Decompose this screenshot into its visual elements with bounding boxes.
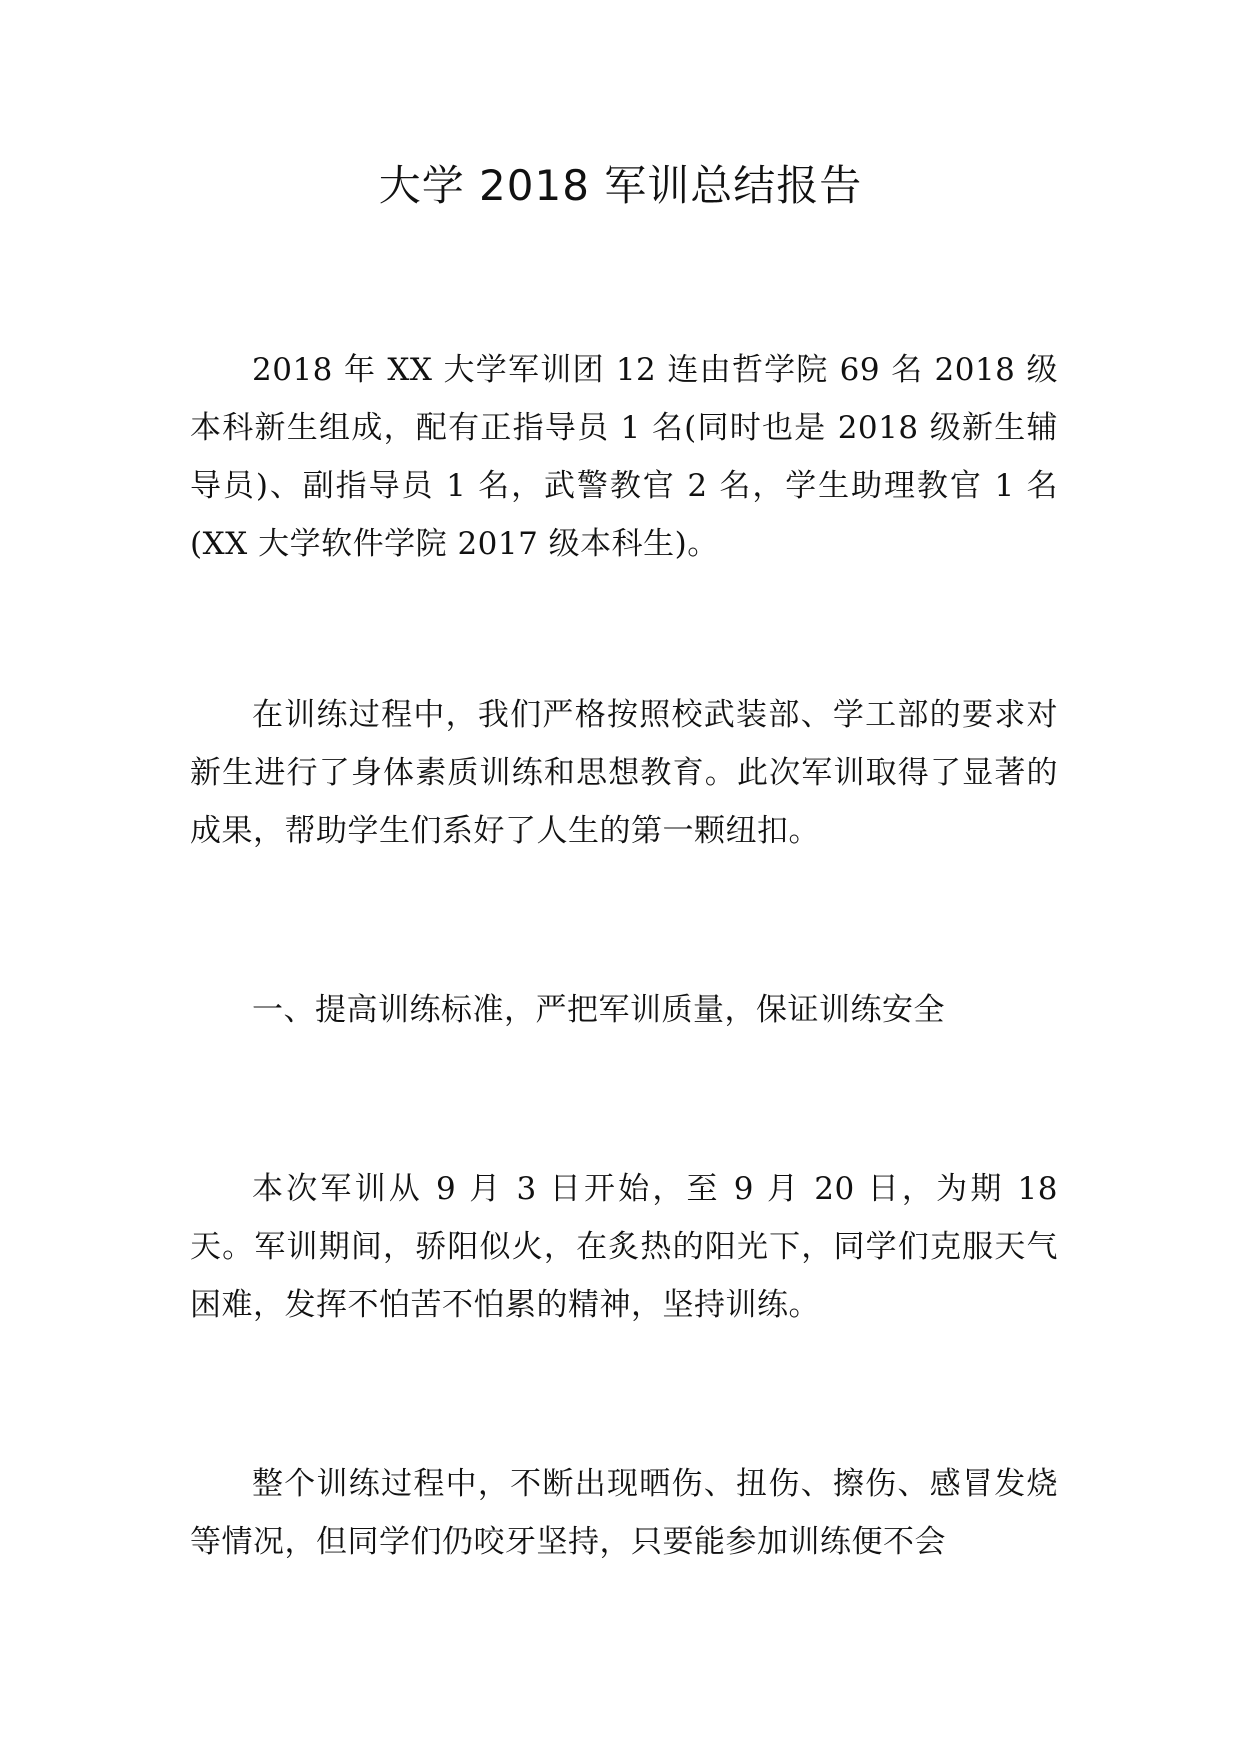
paragraph-schedule: 本次军训从 9 月 3 日开始，至 9 月 20 日，为期 18 天。军训期间，骄阳似火，在炙热的阳光下，同学们克服天气困难，发挥不怕苦不怕累的精神，坚持训练。 <box>190 1171 1058 1323</box>
section-heading-1: 一、提高训练标准，严把军训质量，保证训练安全 <box>252 992 945 1028</box>
paragraph-injuries: 整个训练过程中，不断出现晒伤、扭伤、擦伤、感冒发烧等情况，但同学们仍咬牙坚持，只要能参加训练便不会 <box>190 1466 1058 1560</box>
paragraph-intro: 2018 年 XX 大学军训团 12 连由哲学院 69 名 2018 级本科新生组成，配有正指导员 1 名(同时也是 2018 级新生辅导员)、副指导员 1 名，武警教官 2 名，学生助理教官 1 名(XX 大学软件学院 2017 级本科生)。 <box>190 352 1058 562</box>
document-title: 大学 2018 军训总结报告 <box>378 161 863 210</box>
paragraph-training-process: 在训练过程中，我们严格按照校武装部、学工部的要求对新生进行了身体素质训练和思想教育。此次军训取得了显著的成果，帮助学生们系好了人生的第一颗纽扣。 <box>190 697 1058 849</box>
